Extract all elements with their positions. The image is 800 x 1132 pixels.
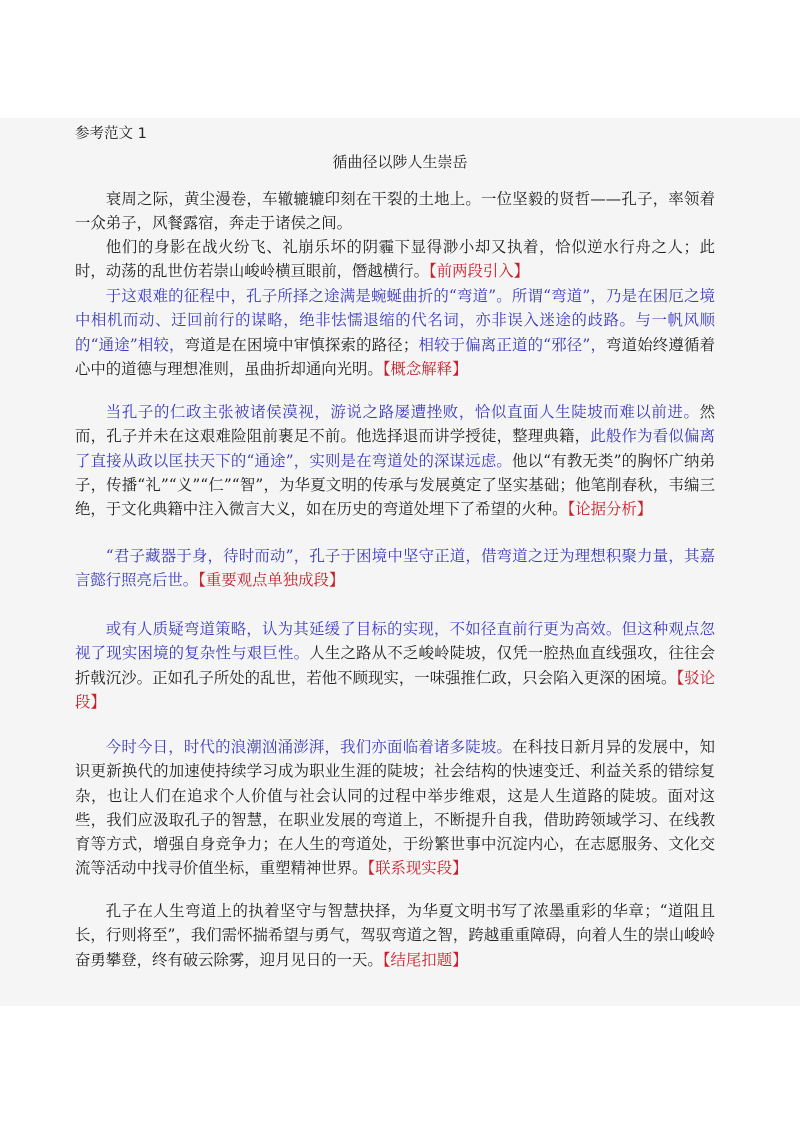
body-text: 然而，孔子并未在这艰难险阻前裹足不前。他选择退而讲学授徒，整理典籍， xyxy=(75,403,715,446)
body-text: 在科技日新月异的发展中，知识更新换代的加速使持续学习成为职业生涯的陡坡；社会结构的快速变迁、利益关系的错综复杂，也让人们在追求个人价值与社会认同的过程中举步维艰，这是人生道路的陡坡。面对这些，我们应汲取孔子的智慧，在职业发展的弯道上，不断提升自我，借助跨领域学习、在线教育等方式，增强自身竞争力；在人生的弯道处，于纷繁世事中沉淀内心，在志愿服务、文化交流等活动中找寻价值坐标，重塑精神世界。 xyxy=(75,738,715,878)
body-text: 弯道始终遵循着心中的道德与理想准则，虽曲折却通向光明。 xyxy=(75,335,715,378)
annotation-tag: 【驳论段】 xyxy=(75,668,715,711)
highlighted-text: 绝非怯懦退缩的代名词，亦非误入迷途的歧路。与一帆风顺的“通途”相较， xyxy=(75,311,715,354)
essay-paragraph xyxy=(75,400,715,521)
highlighted-text: 于这艰难的征程中，孔子所择之途满是蜿蜒曲折的“弯道”。所谓“弯道”，乃是在困厄之境中相机而动、迂回前行的谋略， xyxy=(75,287,715,330)
essay-paragraph xyxy=(75,617,715,714)
body-text: 他以“有教无类”的胸怀广纳弟子，传播“礼”“义”“仁”“智”，为华夏文明的传承与发展奠定了坚实基础；他笔削春秋，韦编三绝，于文化典籍中注入微言大义，如在历史的弯道处埋下了希望的火种。 xyxy=(75,451,715,519)
highlighted-text: “君子藏器于身，待时而动”， xyxy=(105,547,310,565)
highlighted-text: 当孔子的仁政主张被诸侯漠视，游说之路屡遭挫败，恰似直面人生陡坡而难以前进。 xyxy=(105,403,700,421)
body-text: 孔子在人生弯道上的执着坚守与智慧抉择，为华夏文明书写了浓墨重彩的华章；“道阻且长，行则将至”，我们需怀揣希望与勇气，驾驭弯道之智，跨越重重障碍，向着人生的崇山峻岭奋勇攀登，终有破云除雾，迎月见日的一天。 xyxy=(75,902,715,969)
essay-paragraph xyxy=(75,284,715,381)
essay-paragraph xyxy=(75,235,715,284)
annotation-tag: 【重要观点单独成段】 xyxy=(198,571,345,590)
essay-paragraph xyxy=(75,187,715,236)
body-text: 他们的身影在战火纷飞、礼崩乐坏的阴霾下显得渺小却又执着，恰似逆水行舟之人；此时，动荡的乱世仿若崇山峻岭横亘眼前，僭越横行。 xyxy=(75,238,715,281)
essay-paragraph xyxy=(75,899,715,972)
section-heading: 参考范文 1 xyxy=(75,126,147,142)
highlighted-text: 今时今日，时代的浪潮汹涌澎湃，我们亦面临着诸多陡坡。 xyxy=(105,738,513,756)
highlighted-text: 相较于偏离正道的“邪径”， xyxy=(418,335,607,354)
annotation-tag: 【联系现实段】 xyxy=(367,859,468,878)
body-text: 人生之路从不乏峻岭陡坡，仅凭一腔热血直线强攻，往往会折戟沉沙。正如孔子所处的乱世，若他不顾现实，一味强推仁政，只会陷入更深的困境。 xyxy=(75,644,715,687)
essay-paragraph xyxy=(75,735,715,881)
annotation-tag: 【概念解释】 xyxy=(382,359,468,378)
highlighted-text: 孔子于困境中坚守正道，借弯道之迂为理想积聚力量，其嘉言懿行照亮后世。 xyxy=(75,547,715,590)
essay-title: 循曲径以陟人生崇岳 xyxy=(332,153,468,171)
highlighted-text: 或有人质疑弯道策略，认为其延缓了目标的实现，不如径直前行更为高效。但这种观点忽视了现实困境的复杂性与艰巨性。 xyxy=(75,620,715,663)
body-text: 弯道是在困境中审慎探索的路径； xyxy=(184,335,419,354)
highlighted-text: 此般作为看似偏离了直接从政以匡扶天下的“通途”，实则是在弯道处的深谋远虑。 xyxy=(75,427,715,470)
annotation-tag: 【结尾扣题】 xyxy=(382,950,468,969)
annotation-tag: 【前两段引入】 xyxy=(429,262,530,281)
body-text: 衰周之际，黄尘漫卷，车辙辘辘印刻在干裂的土地上。一位坚毅的贤哲——孔子，率领着一众弟子，风餐露宿，奔走于诸侯之间。 xyxy=(75,190,715,233)
essay-paragraph xyxy=(75,544,715,593)
annotation-tag: 【论据分析】 xyxy=(567,500,653,519)
